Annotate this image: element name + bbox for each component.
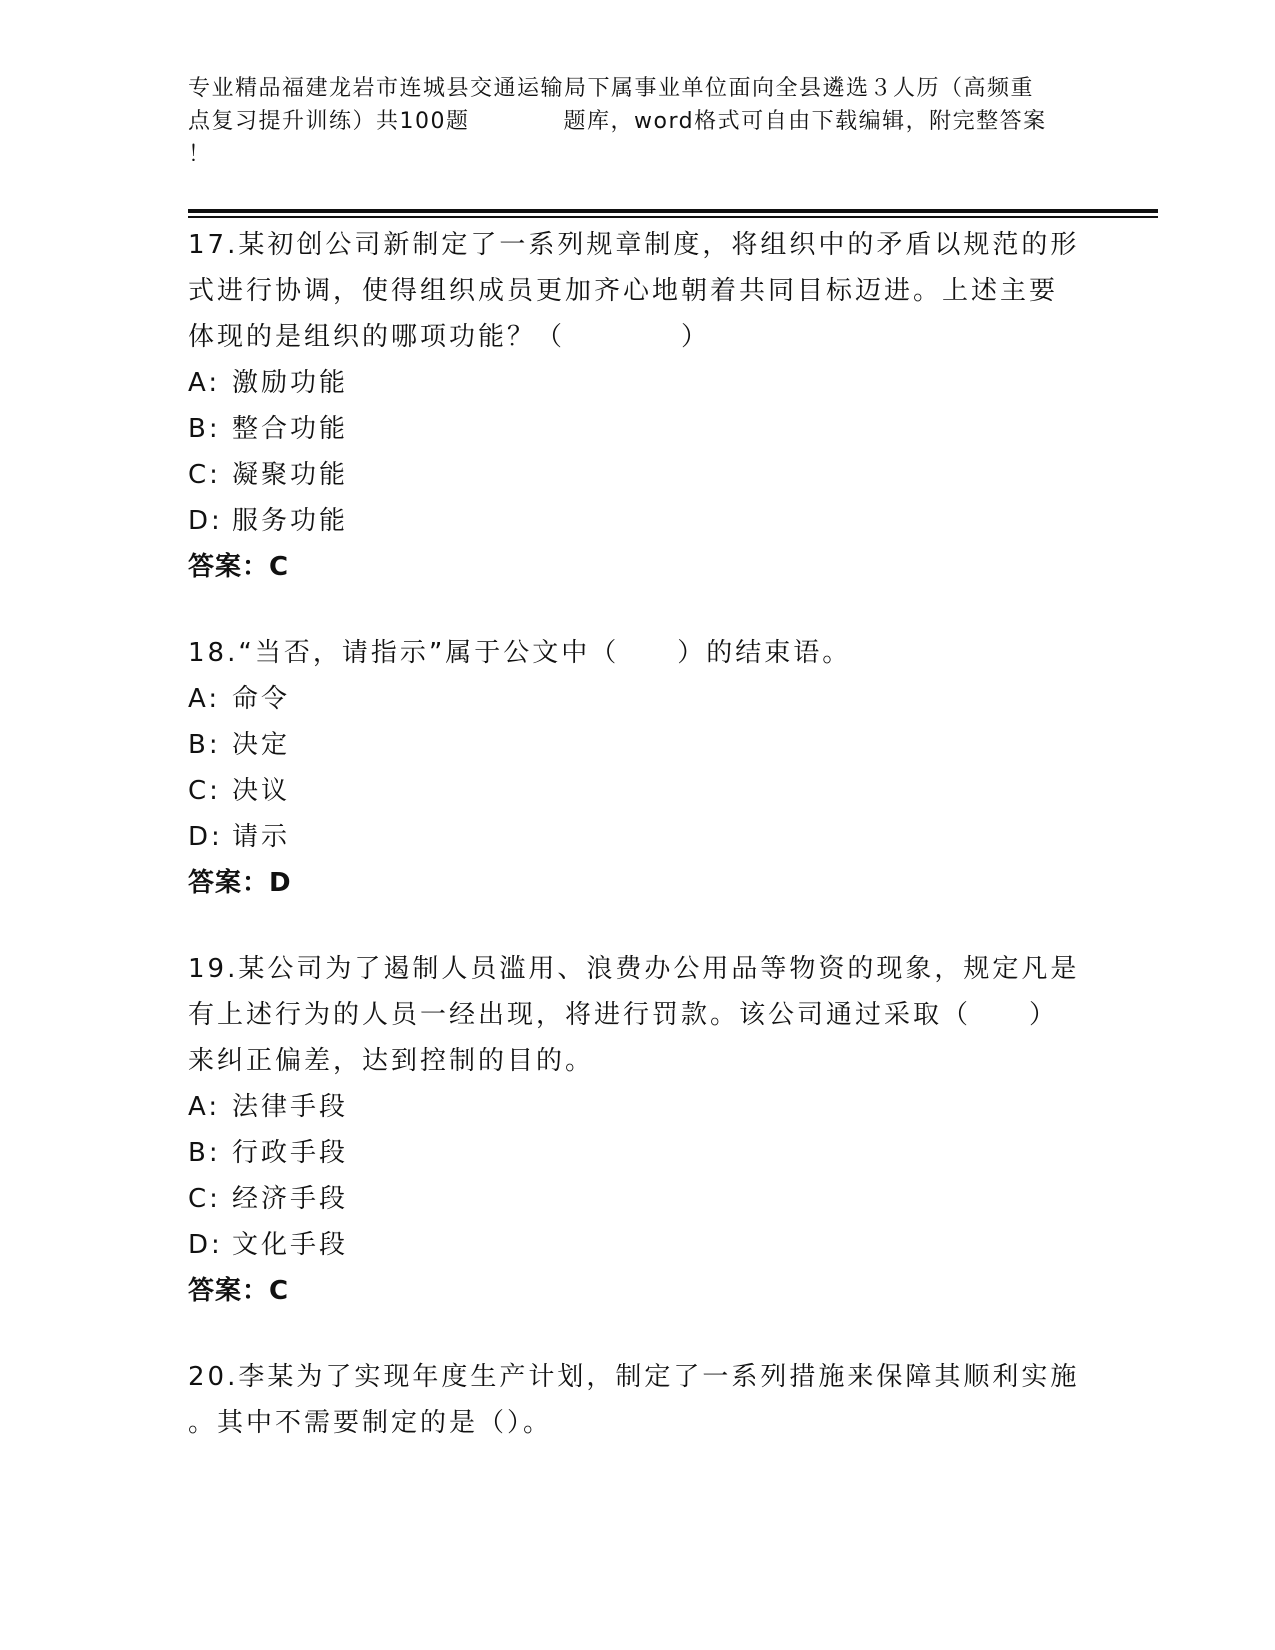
option-letter: D:	[188, 822, 223, 852]
option-text: 决定	[232, 730, 291, 760]
option-text: 行政手段	[232, 1138, 349, 1168]
answer-line: 答案：C	[188, 552, 290, 582]
option-c	[188, 768, 1088, 814]
option-letter: C:	[188, 1184, 221, 1214]
option-letter: A:	[188, 1092, 221, 1122]
option-a	[188, 676, 1088, 722]
option-d	[188, 814, 1088, 860]
option-text: 整合功能	[232, 414, 349, 444]
option-a	[188, 1084, 1088, 1130]
option-text: 服务功能	[232, 506, 349, 536]
question-stem: 20.李某为了实现年度生产计划，制定了一系列措施来保障其顺利实施 。其中不需要制定的是（）。	[188, 1362, 1080, 1438]
answer-line: 答案：C	[188, 1276, 290, 1306]
question-18	[188, 630, 1088, 906]
question-stem: 18.“当否，请指示”属于公文中（ ）的结束语。	[188, 638, 852, 668]
option-letter: C:	[188, 776, 221, 806]
option-c	[188, 452, 1088, 498]
option-letter: B:	[188, 1138, 221, 1168]
option-text: 命令	[232, 684, 291, 714]
option-letter: D:	[188, 506, 223, 536]
option-text: 经济手段	[232, 1184, 349, 1214]
option-b	[188, 406, 1088, 452]
option-d	[188, 1222, 1088, 1268]
option-text: 文化手段	[232, 1230, 349, 1260]
answer-line: 答案：D	[188, 868, 292, 898]
option-a	[188, 360, 1088, 406]
question-19	[188, 946, 1088, 1314]
header-divider	[188, 209, 1158, 218]
option-letter: B:	[188, 414, 221, 444]
option-letter: B:	[188, 730, 221, 760]
option-text: 决议	[232, 776, 291, 806]
option-b	[188, 1130, 1088, 1176]
option-text: 凝聚功能	[232, 460, 349, 490]
question-stem: 17.某初创公司新制定了一系列规章制度，将组织中的矛盾以规范的形 式进行协调，使得组织成员更加齐心地朝着共同目标迈进。上述主要 体现的是组织的哪项功能？（ ）	[188, 230, 1080, 352]
option-letter: A:	[188, 684, 221, 714]
option-text: 法律手段	[232, 1092, 349, 1122]
option-c	[188, 1176, 1088, 1222]
option-letter: A:	[188, 368, 221, 398]
option-text: 激励功能	[232, 368, 349, 398]
question-20	[188, 1354, 1088, 1446]
option-letter: C:	[188, 460, 221, 490]
question-stem: 19.某公司为了遏制人员滥用、浪费办公用品等物资的现象，规定凡是 有上述行为的人员一经出现，将进行罚款。该公司通过采取（ ） 来纠正偏差，达到控制的目的。	[188, 954, 1080, 1076]
document-header: 专业精品福建龙岩市连城县交通运输局下属事业单位面向全县遴选３人历（高频重 点复习提升训练）共100题 题库，word格式可自由下载编辑，附完整答案 ！	[188, 76, 1047, 167]
option-d	[188, 498, 1088, 544]
question-list	[188, 222, 1088, 1486]
question-17	[188, 222, 1088, 590]
option-b	[188, 722, 1088, 768]
option-letter: D:	[188, 1230, 223, 1260]
option-text: 请示	[232, 822, 291, 852]
